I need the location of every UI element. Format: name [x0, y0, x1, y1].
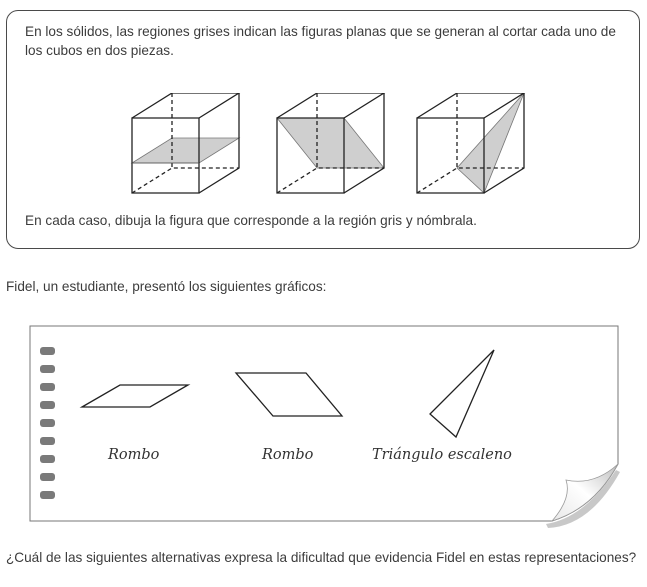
problem-description: En los sólidos, las regiones grises indican las figuras planas que se generan al cortar cada uno de los cubos en dos piezas.	[25, 24, 616, 58]
problem-instruction: En cada caso, dibuja la figura que corresponde a la región gris y nómbrala.	[25, 213, 477, 228]
gray-region-triangle	[457, 93, 524, 193]
gray-region-horizontal	[132, 138, 239, 163]
cube-horizontal-cut	[132, 93, 239, 193]
cube-diagonal-cut	[277, 93, 384, 193]
spiral-holes	[40, 347, 55, 499]
label-triangulo: Triángulo escaleno	[372, 447, 512, 463]
problem-box	[6, 10, 640, 249]
cube-triangle-cut	[417, 93, 524, 193]
intro-text: Fidel, un estudiante, presentó los siguientes gráficos:	[6, 279, 327, 294]
notebook-sheet	[24, 322, 624, 532]
question-text: ¿Cuál de las siguientes alternativas expresa la dificultad que evidencia Fidel en estas representaciones?	[6, 550, 637, 565]
label-rombo-2: Rombo	[262, 447, 314, 463]
cubes-figure	[127, 93, 527, 203]
paper-outline	[30, 326, 618, 521]
gray-region-rectangle	[277, 118, 384, 168]
label-rombo-1: Rombo	[108, 447, 160, 463]
